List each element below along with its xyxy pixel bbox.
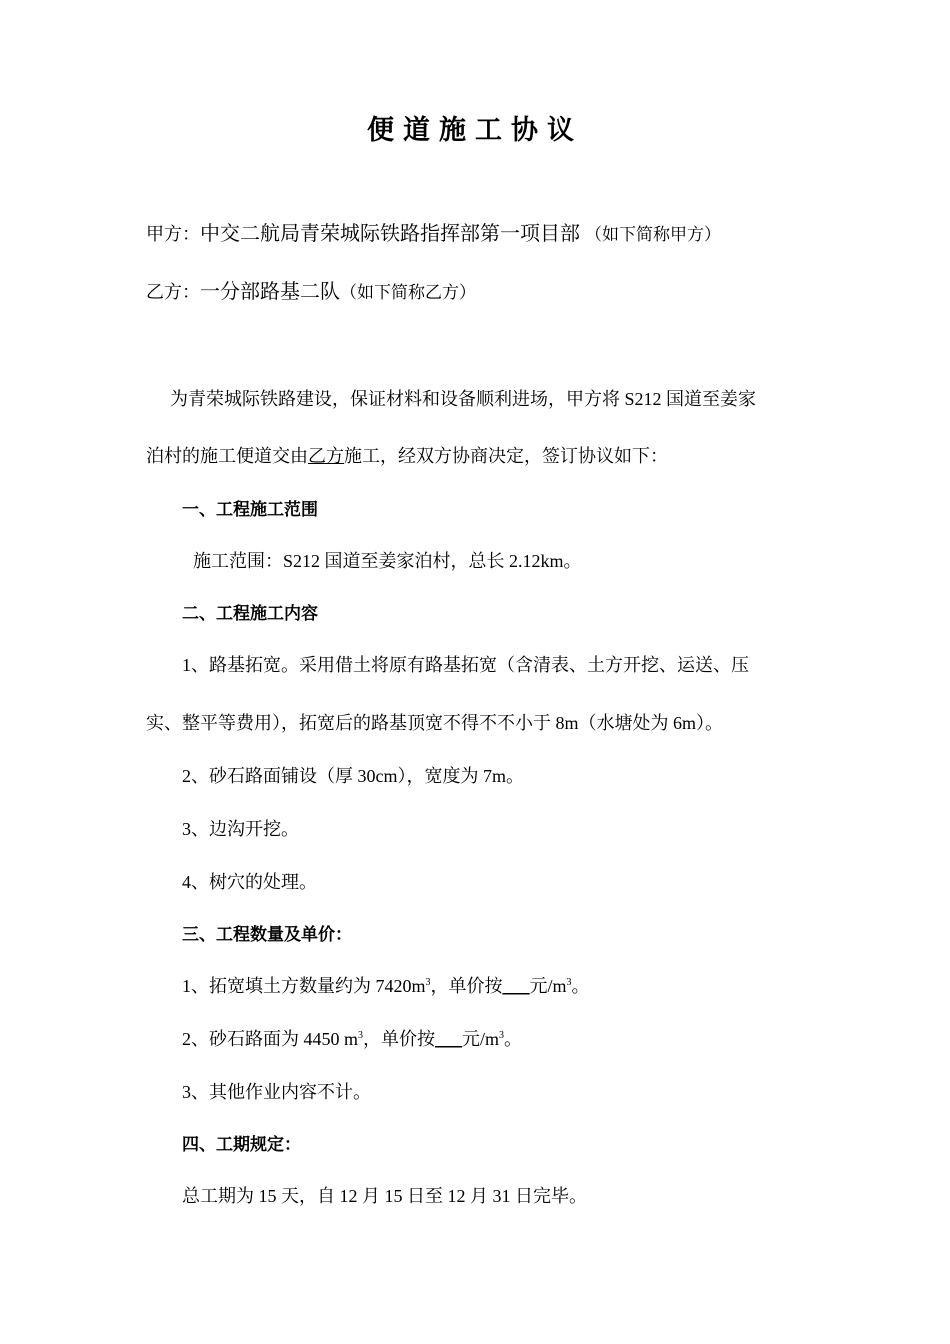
superscript-3: 3 [499, 1030, 505, 1041]
document-title: 便道施工协议 [367, 115, 583, 145]
party-b-line [146, 280, 476, 305]
section-3-item-1 [182, 974, 590, 998]
superscript-3: 3 [425, 977, 431, 988]
party-b-name: 一分部路基二队 [200, 281, 340, 303]
section-4-heading: 四、工期规定： [182, 1135, 301, 1155]
intro-pre: 泊村的施工便道交由 [146, 446, 308, 466]
section-2-item-4: 4、树穴的处理。 [182, 872, 317, 892]
price-blank: ___ [435, 1029, 463, 1049]
item-2-mid: ，单价按 [363, 1029, 436, 1049]
section-4-text: 总工期为 15 天，自 12 月 15 日至 12 月 31 日完毕。 [182, 1186, 587, 1206]
intro-post: 施工，经双方协商决定，签订协议如下： [344, 446, 668, 466]
party-a-line [146, 222, 721, 247]
party-b-note: （如下简称乙方） [340, 283, 476, 302]
section-3-item-3: 3、其他作业内容不计。 [182, 1082, 371, 1102]
intro-line-1: 为青荣城际铁路建设，保证材料和设备顺利进场，甲方将 S212 国道至姜家 [170, 389, 757, 409]
section-2-item-3: 3、边沟开挖。 [182, 819, 299, 839]
party-a-name: 中交二航局青荣城际铁路指挥部第一项目部 [200, 223, 580, 245]
price-blank: ___ [502, 976, 530, 996]
item-1-unit: 元/m [529, 976, 567, 996]
item-1-mid: ，单价按 [430, 976, 503, 996]
section-3-heading: 三、工程数量及单价： [182, 925, 352, 945]
section-1-text: 施工范围：S212 国道至姜家泊村，总长 2.12km。 [193, 551, 582, 571]
section-1-heading: 一、工程施工范围 [182, 500, 318, 520]
section-2-item-1-line-2: 实、整平等费用），拓宽后的路基顶宽不得不不小于 8m（水塘处为 6m）。 [146, 713, 723, 733]
section-2-item-2: 2、砂石路面铺设（厚 30cm），宽度为 7m。 [182, 766, 524, 786]
party-a-note: （如下简称甲方） [585, 225, 721, 244]
superscript-3: 3 [566, 977, 572, 988]
period: 。 [504, 1029, 523, 1049]
period: 。 [571, 976, 590, 996]
party-a-label: 甲方： [146, 224, 200, 244]
superscript-3: 3 [358, 1030, 364, 1041]
item-2-pre: 2、砂石路面为 4450 m [182, 1029, 359, 1049]
section-2-heading: 二、工程施工内容 [182, 604, 318, 624]
intro-underlined-party: 乙方 [308, 446, 344, 466]
party-b-label: 乙方： [146, 282, 200, 302]
section-3-item-2 [182, 1027, 522, 1051]
item-1-pre: 1、拓宽填土方数量约为 7420m [182, 976, 426, 996]
section-2-item-1-line-1: 1、路基拓宽。采用借土将原有路基拓宽（含清表、土方开挖、运送、压 [182, 655, 749, 675]
intro-line-2 [146, 444, 668, 468]
item-2-unit: 元/m [462, 1029, 500, 1049]
